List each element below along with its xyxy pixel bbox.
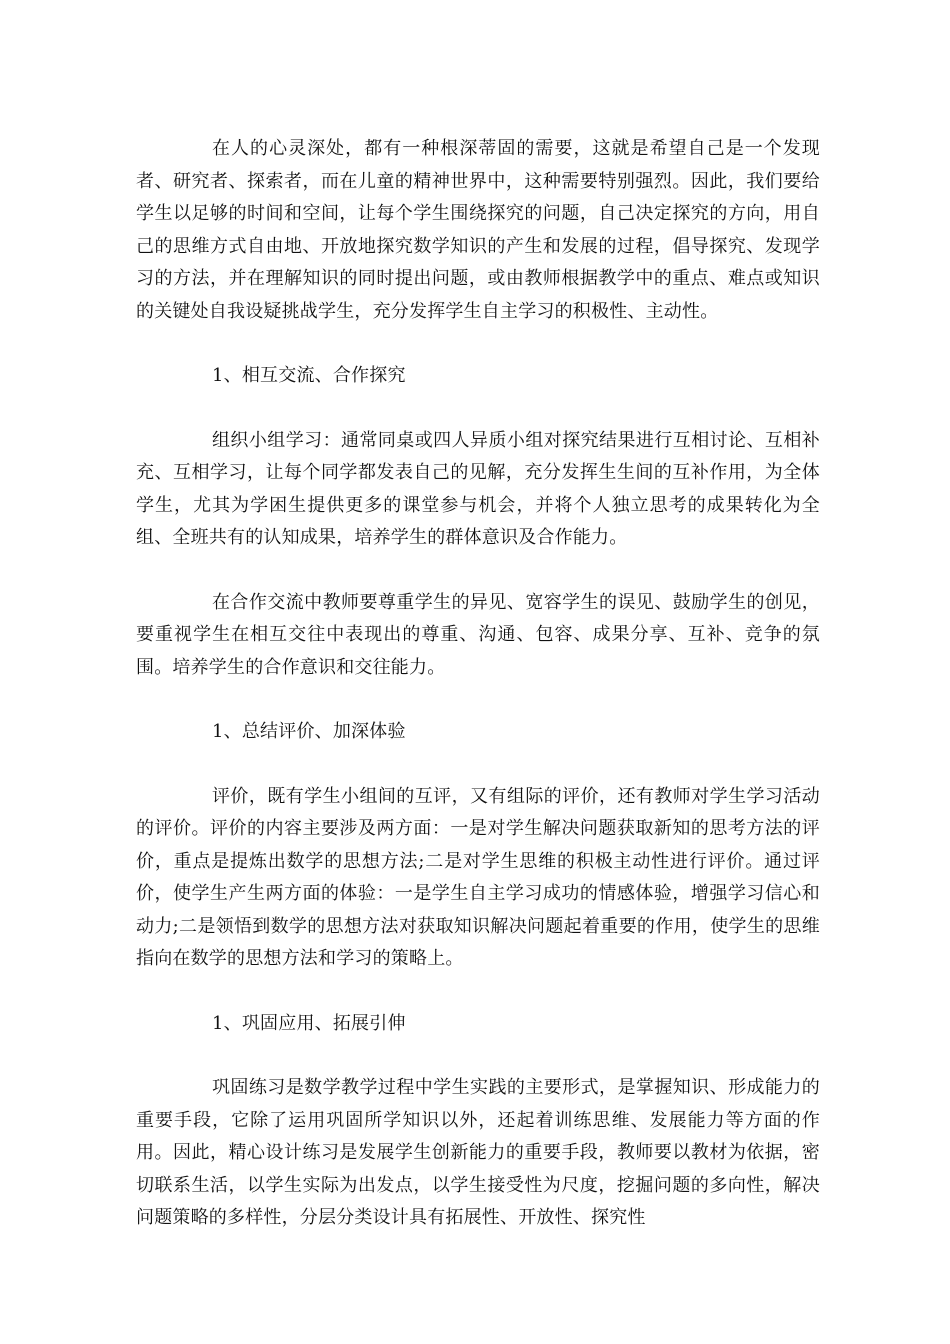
paragraph-intro: 在人的心灵深处，都有一种根深蒂固的需要，这就是希望自己是一个发现者、研究者、探索者，而在儿童的精神世界中，这种需要特别强烈。因此，我们要给学生以足够的时间和空间，让每个学生围绕探究的问题，自己决定探究的方向，用自己的思维方式自由地、开放地探究数学知识的产生和发展的过程，倡导探究、发现学习的方法，并在理解知识的同时提出问题，或由教师根据教学中的重点、难点或知识的关键处自我设疑挑战学生，充分发挥学生自主学习的积极性、主动性。 <box>136 138 820 322</box>
document-body <box>136 133 820 1267</box>
section-heading-consolidation: 1、巩固应用、拓展引伸 <box>212 1012 406 1034</box>
paragraph-group-learning: 组织小组学习：通常同桌或四人异质小组对探究结果进行互相讨论、互相补充、互相学习，让每个同学都发表自己的见解，充分发挥生生间的互补作用，为全体学生，尤其为学困生提供更多的课堂参与机会，并将个人独立思考的成果转化为全组、全班共有的认知成果，培养学生的群体意识及合作能力。 <box>136 429 820 548</box>
section-heading-communication: 1、相互交流、合作探究 <box>212 365 406 386</box>
paragraph-evaluation: 评价，既有学生小组间的互评，又有组际的评价，还有教师对学生学习活动的评价。评价的内容主要涉及两方面：一是对学生解决问题获取新知的思考方法的评价，重点是提炼出数学的思想方法;二是对学生思维的积极主动性进行评价。通过评价，使学生产生两方面的体验：一是学生自主学习成功的情感体验，增强学习信心和动力;二是领悟到数学的思想方法对获取知识解决问题起着重要的作用，使学生的思维指向在数学的思想方法和学习的策略上。 <box>136 785 820 969</box>
section-heading-evaluation: 1、总结评价、加深体验 <box>212 721 406 742</box>
paragraph-practice: 巩固练习是数学教学过程中学生实践的主要形式，是掌握知识、形成能力的重要手段，它除了运用巩固所学知识以外，还起着训练思维、发展能力等方面的作用。因此，精心设计练习是发展学生创新能力的重要手段，教师要以教材为依据，密切联系生活，以学生实际为出发点，以学生接受性为尺度，挖掘问题的多向性，解决问题策略的多样性，分层分类设计具有拓展性、开放性、探究性 <box>136 1077 820 1228</box>
paragraph-teacher-respect: 在合作交流中教师要尊重学生的异见、宽容学生的误见、鼓励学生的创见，要重视学生在相互交往中表现出的尊重、沟通、包容、成果分享、互补、竞争的氛围。培养学生的合作意识和交往能力。 <box>136 591 820 678</box>
